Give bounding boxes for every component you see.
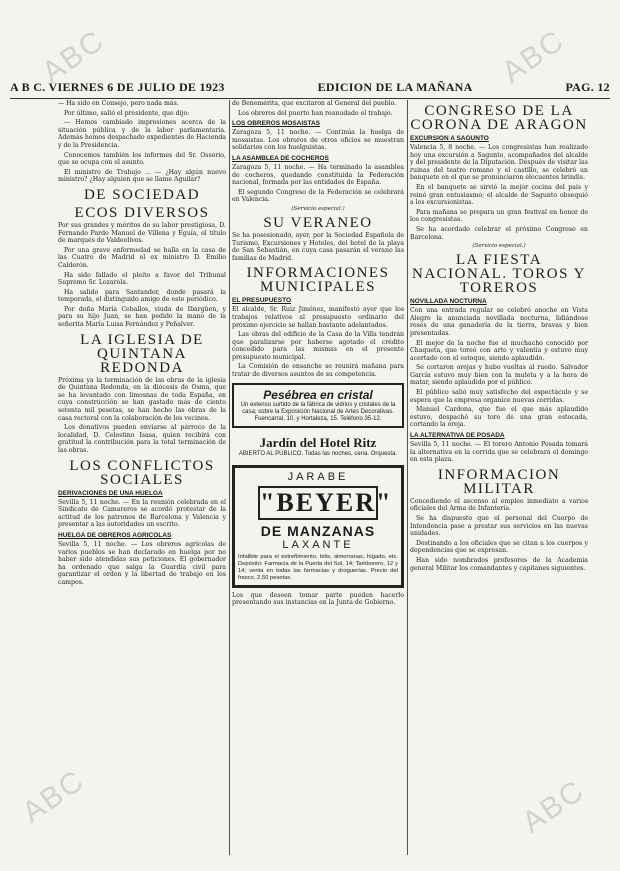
watermark-logo: ABC — [36, 23, 111, 90]
section-title: INFORMACIONES MUNICIPALES — [246, 265, 390, 296]
paragraph: — Ha sido en Consejo, pero nada más. — [58, 100, 179, 107]
header-date: A B C. VIERNES 6 DE JULIO DE 1923 — [10, 80, 225, 94]
paragraph: Zaragoza 5, 11 noche. — Ha terminado la asamblea de cocheros, quedando constituida la Federación nacional, formada por las entidades de España. — [232, 163, 404, 187]
column-divider — [229, 100, 230, 855]
header-page-number: PAG. 12 — [565, 80, 610, 94]
paragraph: Los donativos pueden enviarse al párroco de la localidad, D. Celestino Isasa, quien recibirá con gratitud la contribución para la total terminación de las obras. — [58, 424, 226, 454]
column-3 — [410, 100, 588, 860]
paragraph: Por sus grandes y méritos de su labor prestigiosa, D. Fernando Pardo Manuel de Villena y Eguía, el título de marqués de Valdeolivos. — [58, 221, 226, 245]
paragraph: Destinando a los oficiales que se citan a los cuerpos y dependencias que se expresan. — [410, 539, 588, 555]
subheading: LOS OBREROS MOSAISTAS — [232, 120, 320, 128]
paragraph: El público salió muy satisfecho del espectáculo y se espera que la empresa organice nuevas corridas. — [410, 389, 588, 404]
ad-line: DE MANZANAS — [260, 522, 376, 539]
paragraph: El segundo Congreso de la Federación se celebrará en Valencia. — [232, 188, 404, 204]
paragraph: de Benemérita, que excitaron al General del pueblo. — [232, 100, 397, 107]
paragraph: Sevilla 5, 11 noche. — El torero Antonio Posada tomará la alternativa en la corrida que se celebrará el domingo en esta plaza. — [410, 441, 588, 464]
paragraph: Los que deseen tomar parte pueden hacerlo presentando sus instancias en la Junta de Gobierno. — [232, 591, 404, 607]
watermark-logo: ABC — [16, 763, 91, 830]
paragraph: Se ha posesionado, ayer, por la Sociedad Española de Turismo, Excursiones y Hoteles, del hotel de la playa de San Sebastián, en cuya casa pasarán el verano las familias de Madrid. — [232, 231, 404, 262]
paragraph: Valencia 5, 8 noche. — Los congresistas han realizado hoy una excursión a Sagunto, acompañados del alcalde y del presidente de la Diputación. Después de visitar las ruinas del teatro romano y el castillo, se celebró un banquete en el que se pronunciaron elocuentes brindis. — [410, 144, 588, 182]
paragraph: Ha sido fallado el pleito a favor del Tribunal Supremo Sr. Lozarola. — [58, 271, 226, 287]
paragraph: Ha salido para Santander, donde pasará la temporada, el distinguido amigo de este periódico. — [58, 288, 226, 304]
column-1 — [58, 100, 226, 860]
paragraph: Se ha dispuesto que el personal del Cuerpo de Intendencia pase a prestar sus servicios en las nuevas unidades. — [410, 515, 588, 538]
advertisement-ritz — [232, 432, 404, 461]
watermark-logo: ABC — [516, 773, 591, 840]
ad-title: Jardín del Hotel Ritz — [259, 434, 377, 450]
paragraph: El ministro de Trabajo ... — ¿Hay algún nuevo ministro? ¿Hay alguien que se llame Aguilar? — [58, 168, 226, 184]
paragraph: Los obreros del puerto han reanudado el trabajo. — [238, 109, 393, 117]
page-header — [10, 80, 610, 96]
section-title: LA IGLESIA DE QUINTANA REDONDA — [80, 331, 204, 376]
subheading: EXCURSION A SAGUNTO — [410, 135, 489, 142]
paragraph: Se cortaron orejas y hubo vueltas al ruedo. Salvador García estuvo muy bien con la muleta y a la hora de matar, siendo aplaudido por el público. — [410, 364, 588, 387]
section-title: LOS CONFLICTOS SOCIALES — [69, 457, 215, 488]
paragraph: Sevilla 5, 11 noche. — Los obreros agrícolas de varios pueblos se han declarado en huelga por no haber sido atendidas sus peticiones. El gobernador ha ordenado que salga la Guardia civil para garantizar el orden y la libertad de trabajo en los campos. — [58, 540, 226, 586]
paragraph: Han sido nombrados profesores de la Academia general Militar los comandantes y capitanes siguientes. — [410, 556, 588, 572]
separator: (Servicio especial.) — [291, 205, 345, 212]
paragraph: El mejor de la noche fue el muchacho conocido por Chaqueta, que toreó con arte y valentía y estuvo muy acertado con el estoque, siendo aplaudido. — [410, 339, 588, 362]
ad-text: ABIERTO AL PÚBLICO. Todas las noches, cena. Orquesta. — [238, 450, 398, 457]
paragraph: Con una entrada regular se celebró anoche en Vista Alegre la anunciada novillada nocturna, lidiándose reses de una ganadería de la tierra, bravas y bien presentadas. — [410, 307, 588, 337]
paragraph: Por doña María Ceballos, viuda de Ibargüen, y para su hijo Juan, se han pedido la mano de la señorita María Luisa Fernández y Peñalver. — [58, 305, 226, 329]
ad-line: JARABE — [287, 470, 349, 483]
paragraph: Para mañana se prepara un gran festival en honor de los congresistas. — [410, 208, 588, 224]
section-title: CONGRESO DE LA CORONA DE ARAGON — [410, 103, 588, 133]
ad-brand: "BEYER" — [258, 486, 378, 520]
paragraph: La Comisión de ensanche se reunirá mañana para tratar de diversos asuntos de su competencia. — [232, 363, 404, 379]
subheading: NOVILLADA NOCTURNA — [410, 298, 487, 306]
paragraph: Las obras del edificio de la Casa de la Villa tendrán que paralizarse por haberse agotado el crédito concedido para las mismas en el presente presupuesto municipal. — [232, 331, 404, 361]
paragraph: En el banquete se sirvió la mejor cocina del país y reinó gran entusiasmo; el alcalde de Sagunto obsequió a los excursionistas. — [410, 183, 588, 207]
subheading: EL PRESUPUESTO — [232, 297, 291, 305]
column-divider — [407, 100, 408, 855]
paragraph: Próxima ya la terminación de las obras de la iglesia de Quintana Redonda, en la diócesis de Osma, que se ha levantado con limosnas de toda España, en cuya construcción se han gastado más de ciento setenta mil pesetas, se han hecho las obras de la casa rectoral con la colaboración de los vecinos. — [58, 376, 226, 422]
advertisement-jarabe — [232, 465, 404, 588]
ad-text: Un extenso surtido de la fábrica de vidrios y cristales de la casa; sobre la Exposición Nacional de Artes Decorativas. Fuencarral, 10, y Hortaleza, 15. Teléfono 35-12. — [240, 401, 396, 422]
paragraph: Conocemos también los informes del Sr. Ossorio, que se ocupa con el asunto. — [58, 151, 226, 167]
section-title: DE SOCIEDAD — [83, 186, 201, 203]
section-title: SU VERANEO — [263, 214, 373, 231]
subheading: LA ALTERNATIVA DE POSADA — [410, 432, 505, 440]
paragraph: Zaragoza 5, 11 noche. — Continúa la huelga de mosaistas. Los obreros de otros oficios se muestran solidarios con los huelguistas. — [232, 129, 404, 152]
ad-text: Infalible para el estreñimiento, bilis, almorranas, hígado, etc. Depósito: Farmacia de la Puerta del Sol, 14; Tamborero, 12 y 14; venta en todas las farmacias y droguerías. Precio del frasco, 2,50 pesetas. — [238, 553, 398, 581]
paragraph: El alcalde, Sr. Ruiz Jiménez, manifestó ayer que los trabajos relativos al presupuesto ordinario del próximo ejercicio se hallan bastante adelantados. — [232, 306, 404, 329]
paragraph: Manuel Cardona, que fue el que más aplaudido estuvo, despachó su toro de una gran estocada, cortando la oreja. — [410, 406, 588, 429]
section-title: ECOS DIVERSOS — [74, 204, 210, 221]
ad-title: Pesébrea en cristal — [263, 387, 373, 402]
paragraph: Concediendo el ascenso al empleo inmediato a varios oficiales del Arma de Infantería. — [410, 497, 588, 513]
header-edition: EDICION DE LA MAÑANA — [317, 80, 473, 94]
paragraph: Por último, salió el presidente, que dijo: — [64, 109, 190, 117]
paragraph: Por una grave enfermedad se halla en la casa de las Cuatro de Madrid el ex ministro D. Emilio Calderón. — [58, 246, 226, 269]
subheading: LA ASAMBLEA DE COCHEROS — [232, 154, 329, 162]
separator: (Servicio especial.) — [472, 243, 526, 250]
paragraph: Se ha acordado celebrar el próximo Congreso en Barcelona. — [410, 225, 588, 241]
header-rule — [10, 98, 610, 99]
section-title: INFORMACION MILITAR — [437, 466, 561, 497]
paragraph: Sevilla 5, 11 noche. — En la reunión celebrada en el Sindicato de Camareros se acordó protestar de la actitud de los patronos de Barcelona y Valencia y presentar a las autoridades un escrito. — [58, 498, 226, 529]
advertisement-crystal — [232, 383, 404, 428]
watermark-logo: ABC — [496, 23, 571, 90]
section-title: LA FIESTA NACIONAL. TOROS Y TOREROS — [412, 252, 586, 297]
subheading: HUELGA DE OBREROS AGRICOLAS — [58, 531, 172, 539]
subheading: DERIVACIONES DE UNA HUELGA — [58, 489, 163, 497]
paragraph: — Hemos cambiado impresiones acerca de la situación pública y de la labor parlamentaria. Además hemos despachado expedientes de Hacienda y de la Presidencia. — [58, 119, 226, 149]
ad-line: LAXANTE — [282, 538, 354, 551]
column-2 — [232, 100, 404, 860]
